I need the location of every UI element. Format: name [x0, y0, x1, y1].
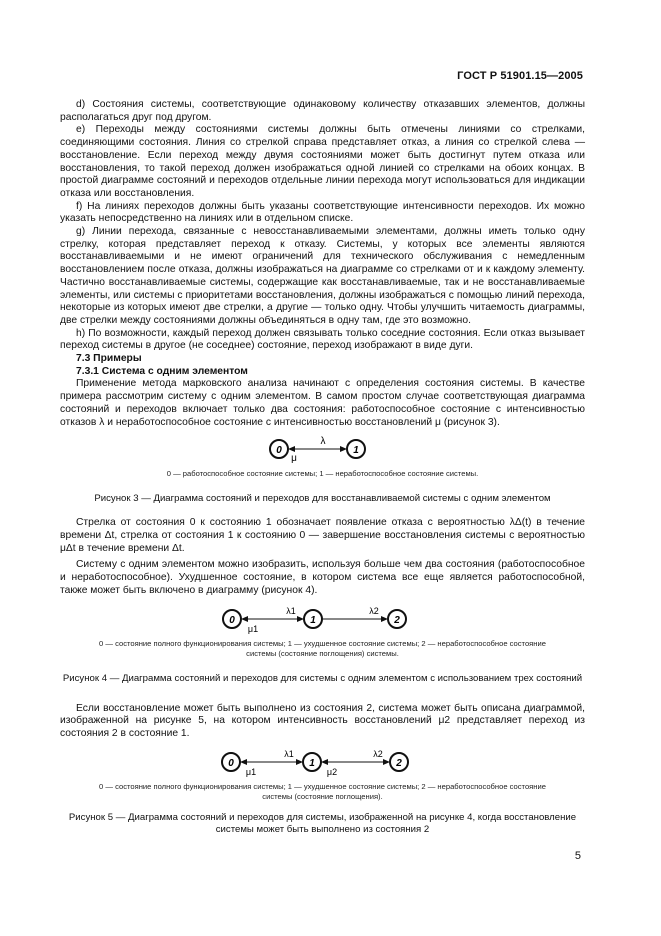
state-2-label: 2 [396, 757, 402, 769]
state-2-label: 2 [394, 614, 400, 626]
state-1-label: 1 [309, 757, 315, 769]
figure-5-legend-line-1: 0 — состояние полного функционирования системы; 1 — ухудшенное состояние системы; 2 — неработоспособное состояние [99, 781, 546, 791]
figure-4-legend-line-2: системы (состояние поглощения) системы. [246, 648, 399, 658]
state-1-label: 1 [353, 445, 359, 457]
state-0-label: 0 [228, 757, 234, 769]
figure-4-diagram [60, 604, 585, 636]
page-body [60, 99, 585, 836]
paragraph-g: g) Линии перехода, связанные с невосстанавливаемыми элементами, должны иметь только одну стрелку, которая представляет переход к отказу. Системы, у которых все элементы являются восстанавливаемыми и не имеют ограничений для технического обслуживания с немедленным восстановлением после отказа, должны изображаться на диаграмме со стрелками от и к каждому элементу. Частично восстанавливаемые системы, содержащие как восстанавливаемые, так и не восстанавливаемые элементы, или системы с приоритетами восстановления, должны изображаться с помощью линий перехода, некоторые из которых имеют две стрелки, а другие — только одну. Чтобы улучшить читаемость диаграммы, две стрелки между состояниями должны объединяться в одну там, где это возможно. [60, 226, 585, 326]
lambda-2-label: λ2 [369, 605, 379, 616]
figure-3-caption: Рисунок 3 — Диаграмма состояний и переходов для восстанавливаемой системы с одним элементом [94, 493, 551, 505]
lambda-1-label: λ1 [286, 605, 296, 616]
figure-3-legend: 0 — работоспособное состояние системы; 1 — неработоспособное состояние системы. [166, 469, 479, 479]
lambda-label: λ [320, 436, 326, 448]
mu-2-label: μ2 [326, 766, 338, 777]
arrow-paragraph: Стрелка от состояния 0 к состоянию 1 обозначает появление отказа с вероятностью λΔ(t) в течение времени Δt, стрелка от состояния 1 к состоянию 0 — завершение восстановления системы с вероятностью μΔt в течение времени Δt. [60, 517, 585, 554]
paragraph-f: f) На линиях переходов должны быть указаны соответствующие интенсивности переходов. Их можно указать непосредственно на линиях или в отдельном списке. [60, 200, 585, 225]
system-paragraph: Систему с одним элементом можно изобразить, используя больше чем два состояния (работоспособное и неработоспособное). Ухудшенное состояние, в котором система все еще является работоспособной, также может быть включено в диаграмму (рисунок 4). [60, 559, 585, 596]
document-header: ГОСТ Р 51901.15—2005 [457, 70, 583, 82]
paragraph-d: d) Состояния системы, соответствующие одинаковому количеству отказавших элементов, должны располагаться друг под другом. [60, 99, 585, 123]
figure-5 [60, 747, 585, 836]
mu-1-label: μ1 [245, 766, 257, 777]
mu-1-label: μ1 [247, 623, 259, 634]
mu-label: μ [291, 453, 297, 465]
paragraph-e: e) Переходы между состояниями системы должны быть отмечены линиями со стрелками, соединяющими состояния. Линия со стрелкой справа представляет отказ, а линия со стрелкой слева — восстановление. Если переход между двумя состояниями может быть достигнут путем отказа или восстановления, то такой переход должен изображаться одной линией со стрелками на обоих концах. В простой диаграмме состояний и переходов отдельные линии перехода могут использоваться для индикации отказа или восстановления. [60, 124, 585, 199]
figure-3 [60, 435, 585, 505]
intro-paragraph: Применение метода марковского анализа начинают с определения состояния системы. В качестве примера рассмотрим систему с одним элементом. В самом простом случае соответствующая диаграмма состояний и переходов включает только два состояния: работоспособное состояние с интенсивностью отказов λ и неработоспособное состояние с интенсивностью восстановлений μ (рисунок 3). [60, 378, 585, 428]
heading-7-3-1: 7.3.1 Система с одним элементом [76, 365, 248, 377]
lambda-2-label: λ2 [373, 748, 383, 759]
state-0-label: 0 [229, 614, 235, 626]
figure-5-legend-line-2: системы (состояние поглощения). [262, 791, 383, 801]
figure-4 [60, 604, 585, 685]
figure-4-legend-line-1: 0 — состояние полного функционирования системы; 1 — ухудшенное состояние системы; 2 — неработоспособное состояние [99, 638, 546, 648]
figure-5-caption-line-1: Рисунок 5 — Диаграмма состояний и переходов для системы, изображенной на рисунке 4, когда восстановление [68, 811, 577, 823]
restore-paragraph: Если восстановление может быть выполнено из состояния 2, система может быть описана диаграммой, изображенной на рисунке 5, на котором интенсивность восстановлений μ2 представляет переход из состояния 2 в состояние 1. [60, 702, 585, 739]
figure-5-caption-line-2: системы может быть выполнено из состояния 2 [215, 823, 430, 835]
paragraph-h: h) По возможности, каждый переход должен связывать только соседние состояния. Если отказ вызывает переход системы в другое (не соседнее) состояние, переход изображают в виде дуги. [60, 327, 585, 352]
state-0-label: 0 [276, 445, 282, 457]
state-1-label: 1 [310, 614, 316, 626]
figure-5-diagram [60, 747, 585, 779]
heading-7-3: 7.3 Примеры [76, 353, 142, 365]
lambda-1-label: λ1 [284, 748, 294, 759]
page-number: 5 [574, 850, 581, 862]
figure-4-caption: Рисунок 4 — Диаграмма состояний и переходов для системы с одним элементом с использованием трех состояний [62, 672, 583, 684]
figure-3-diagram [60, 435, 585, 465]
